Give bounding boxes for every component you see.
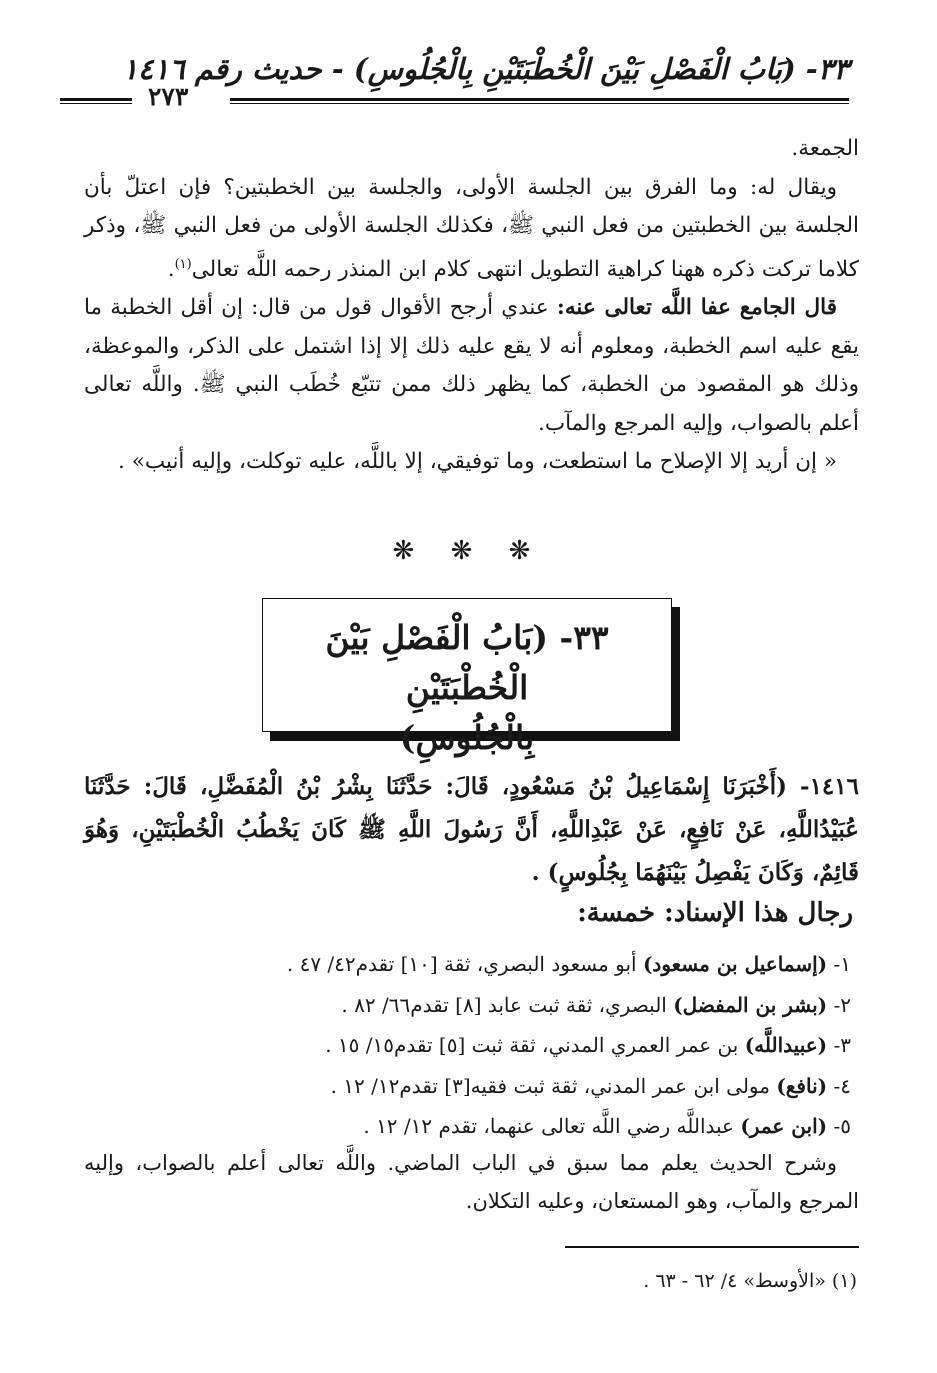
narrator-number: ٣- xyxy=(833,1033,851,1057)
header-rule xyxy=(60,103,132,104)
page-number: ٢٧٣ xyxy=(148,82,189,111)
narrator-item xyxy=(84,1106,851,1147)
author-note-text: عندي أرجح الأقوال قول من قال: إن أقل الخطبة ما يقع عليه اسم الخطبة، ومعلوم أنه لا يقع عليه ذلك إلا إذا اشتمل على الذكر، والموعظة، وذلك هو المقصود من الخطبة، كما يظهر ذلك ممن تتبّع خُطَب النبي ﷺ. واللَّه تعالى أعلم بالصواب، وإليه المرجع والمآب. xyxy=(84,295,859,436)
narrators-list xyxy=(84,944,851,1147)
footnote: (١) «الأوسط» ٤/ ٦٢ - ٦٣ . xyxy=(643,1270,857,1292)
narrator-number: ٤- xyxy=(833,1073,851,1098)
narrator-number: ٥- xyxy=(833,1114,851,1138)
narrator-name: (نافع) xyxy=(776,1073,828,1098)
author-note-lead: قال الجامع عفا اللَّه تعالى عنه: xyxy=(556,295,837,321)
footnote-rule xyxy=(565,1246,859,1248)
narrator-number: ٢- xyxy=(833,992,851,1017)
narrator-item xyxy=(84,985,851,1026)
paragraph-text: ويقال له: وما الفرق بين الجلسة الأولى، والجلسة بين الخطبتين؟ فإن اعتلّ بأن الجلسة بين الخطبتين من فعل النبي ﷺ، فكذلك الجلسة الأولى من فعل النبي ﷺ، وذكر كلاما تركت ذكره ههنا كراهية التطويل انتهى كلام ابن المنذر رحمه اللَّه تعالى xyxy=(84,174,859,282)
closing-paragraph: وشرح الحديث يعلم مما سبق في الباب الماضي. واللَّه تعالى أعلم بالصواب، وإليه المرجع والمآب، وهو المستعان، وعليه التكلان. xyxy=(84,1151,859,1213)
narrator-desc: عبداللَّه رضي اللَّه تعالى عنهما، تقدم ١٢/ ١٢ . xyxy=(363,1114,741,1138)
narrator-item xyxy=(84,1066,851,1107)
narrators-heading: رجال هذا الإسناد: خمسة: xyxy=(577,898,853,928)
intro-text xyxy=(84,130,859,482)
quran-quote: « إن أريد إلا الإصلاح ما استطعت، وما توفيقي، إلا باللَّه، عليه توكلت، وإليه أنيب» . xyxy=(118,449,837,475)
narrator-name: (إسماعيل بن مسعود) xyxy=(642,952,828,976)
hadith-text: ١٤١٦- (أَخْبَرَنَا إِسْمَاعِيلُ بْنُ مَسْعُودٍ، قَالَ: حَدَّثَنَا بِشْرُ بْنُ الْمُفَضَّلِ، قَالَ: حَدَّثَنَا عُبَيْدُاللَّهِ، عَنْ نَافِعٍ، عَنْ عَبْدِاللَّهِ، أَنَّ رَسُولَ اللَّهِ ﷺ كَانَ يَخْطُبُ الْخُطْبَتَيْنِ، وَهُوَ قَائِمٌ، وَكَانَ يَفْصِلُ بَيْنَهُمَا بِجُلُوسٍ) . xyxy=(84,773,859,886)
intro-line: الجمعة. xyxy=(791,136,859,161)
running-title: ٣٣- (بَابُ الْفَصْلِ بَيْنَ الْخُطْبَتَيْنِ بِالْجُلُوسِ) - حديث رقم ١٤١٦ xyxy=(122,52,849,86)
chapter-title-line: ٣٣- (بَابُ الْفَصْلِ بَيْنَ الْخُطْبَتَيْنِ xyxy=(325,618,609,707)
paragraph-end: . xyxy=(167,256,175,282)
narrator-name: (عبيداللَّه) xyxy=(744,1033,828,1057)
chapter-heading-box xyxy=(262,598,672,757)
header-rule xyxy=(230,98,849,101)
narrator-desc: البصري، ثقة ثبت عابد [٨] تقدم٦٦/ ٨٢ . xyxy=(341,992,674,1017)
chapter-title xyxy=(263,599,671,763)
narrator-name: (ابن عمر) xyxy=(740,1114,828,1138)
narrator-name: (بشر بن المفضل) xyxy=(673,992,828,1017)
narrator-desc: أبو مسعود البصري، ثقة [١٠] تقدم٤٢/ ٤٧ . xyxy=(286,952,643,976)
narrator-item xyxy=(84,1025,851,1066)
section-separator: ❋ ❋ ❋ xyxy=(392,536,545,566)
author-note xyxy=(84,289,859,443)
narrator-number: ١- xyxy=(833,952,851,976)
footnote-mark: (١) xyxy=(174,256,192,272)
narrator-item xyxy=(84,944,851,985)
header-rule xyxy=(230,103,849,104)
intro-paragraph xyxy=(84,169,859,290)
narrator-desc: بن عمر العمري المدني، ثقة ثبت [٥] تقدم١٥/ ١٥ . xyxy=(325,1033,745,1057)
narrator-desc: مولى ابن عمر المدني، ثقة ثبت فقيه[٣] تقدم١٢/ ١٢ . xyxy=(330,1073,777,1098)
chapter-title-line: بِالْجُلُوسِ) xyxy=(399,718,535,757)
running-header xyxy=(60,52,849,111)
header-rule xyxy=(60,98,132,101)
